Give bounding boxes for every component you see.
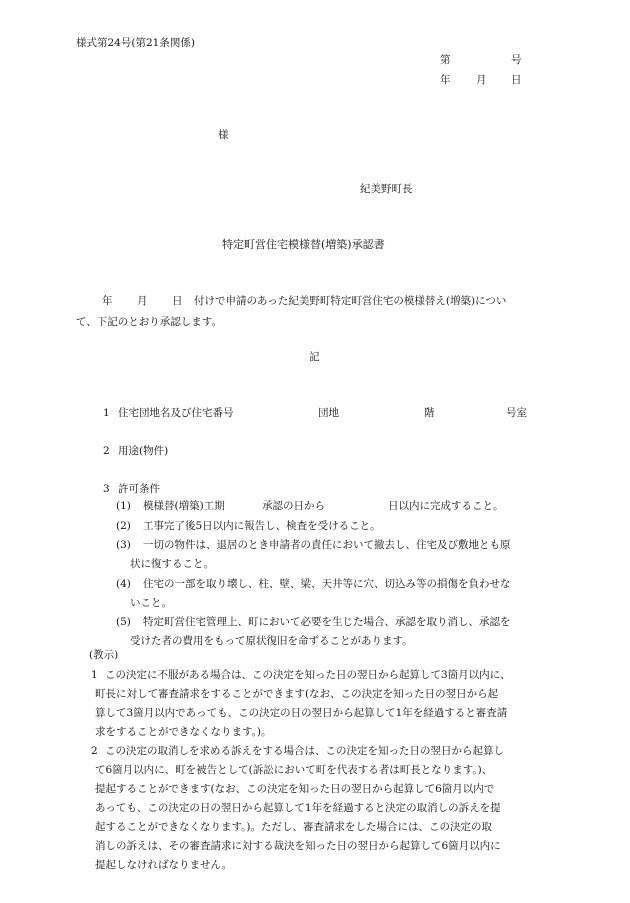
kyoji-1-line4: 求をすることができなくなります。)。 [95, 726, 272, 738]
condition-1-a: 模様替(増築)工期 [143, 500, 225, 512]
kyoji-2-line7: 提起しなければなりません。 [95, 859, 233, 871]
condition-3-number: (3) [116, 539, 131, 551]
kyoji-2-number: 2 [91, 745, 98, 757]
condition-1-c: 日以内に完成すること。 [388, 500, 504, 512]
condition-4-line2: いこと。 [130, 597, 172, 609]
condition-5-number: (5) [116, 616, 131, 628]
condition-1-number: (1) [116, 500, 131, 512]
condition-5-line1: 特定町営住宅管理上、町において必要を生じた場合、承認を取り消し、承認を [143, 616, 511, 628]
number-prefix: 第 [440, 54, 451, 66]
kyoji-heading: (教示) [89, 649, 119, 661]
kyoji-2-line5: 起することができなくなります。)。ただし、審査請求をした場合には、この決定の取 [95, 821, 493, 833]
condition-1-b: 承認の日から [262, 500, 325, 512]
kyoji-1-number: 1 [91, 669, 98, 681]
item-1-kai: 階 [424, 407, 435, 419]
condition-4-line1: 住宅の一部を取り壊し、柱、壁、梁、天井等に穴、切込み等の損傷を負わせな [143, 578, 511, 590]
kyoji-2-line6: 消しの訴えは、その審査請求に対する裁決を知った日の翌日から起算して6箇月以内に [95, 840, 501, 852]
item-1-danchi: 団地 [318, 407, 339, 419]
issuer: 紀美野町長 [360, 183, 413, 195]
form-label: 様式第24号(第21条関係) [76, 37, 195, 49]
item-1-label: 住宅団地名及び住宅番号 [118, 407, 234, 419]
item-3-label: 許可条件 [118, 483, 160, 495]
kyoji-2-line4: あっても、この決定の日の翌日から起算して1年を経過すると決定の取消しの訴えを提 [95, 802, 501, 814]
body-line2: て、下記のとおり承認します。 [76, 316, 222, 328]
date-day: 日 [511, 74, 522, 86]
number-suffix: 号 [511, 54, 522, 66]
date-year: 年 [440, 74, 451, 86]
condition-2-number: (2) [116, 520, 131, 532]
item-3-number: 3 [103, 483, 110, 495]
body-year: 年 [102, 295, 113, 307]
condition-5-line2: 受けた者の費用をもって原状復旧を命ずることがあります。 [130, 635, 413, 647]
body-line1: 付けで申請のあった紀美野町特定町営住宅の模様替え(増築)につい [194, 295, 507, 307]
document-title: 特定町営住宅模様替(増築)承認書 [222, 238, 385, 251]
kyoji-1-line3: 算して3箇月以内であっても、この決定の日の翌日から起算して1年を経過すると審査請 [95, 707, 508, 719]
item-2-label: 用途(物件) [118, 445, 169, 457]
kyoji-2-line2: て6箇月以内に、町を被告として(訴訟において町を代表する者は町長となります。)、 [95, 764, 493, 776]
item-1-goshitsu: 号室 [506, 407, 527, 419]
date-month: 月 [476, 74, 487, 86]
condition-3-line2: 状に復すること。 [130, 558, 214, 570]
kyoji-2-line3: 提起することができます(なお、この決定を知った日の翌日から起算して6箇月以内で [95, 783, 495, 795]
kyoji-2-line1: この決定の取消しを求める訴えをする場合は、この決定を知った日の翌日から起算し [105, 745, 504, 757]
item-1-number: 1 [103, 407, 110, 419]
kyoji-1-line2: 町長に対して審査請求をすることができます(なお、この決定を知った日の翌日から起 [95, 688, 499, 700]
body-month: 月 [137, 295, 148, 307]
ki-heading: 記 [309, 351, 320, 363]
condition-4-number: (4) [116, 578, 131, 590]
item-2-number: 2 [103, 445, 110, 457]
body-day: 日 [172, 295, 183, 307]
kyoji-1-line1: この決定に不服がある場合は、この決定を知った日の翌日から起算して3箇月以内に、 [105, 669, 511, 681]
condition-2-text: 工事完了後5日以内に報告し、検査を受けること。 [143, 520, 381, 532]
addressee: 様 [218, 129, 229, 141]
condition-3-line1: 一切の物件は、退居のとき申請者の責任において撤去し、住宅及び敷地とも原 [143, 539, 511, 551]
